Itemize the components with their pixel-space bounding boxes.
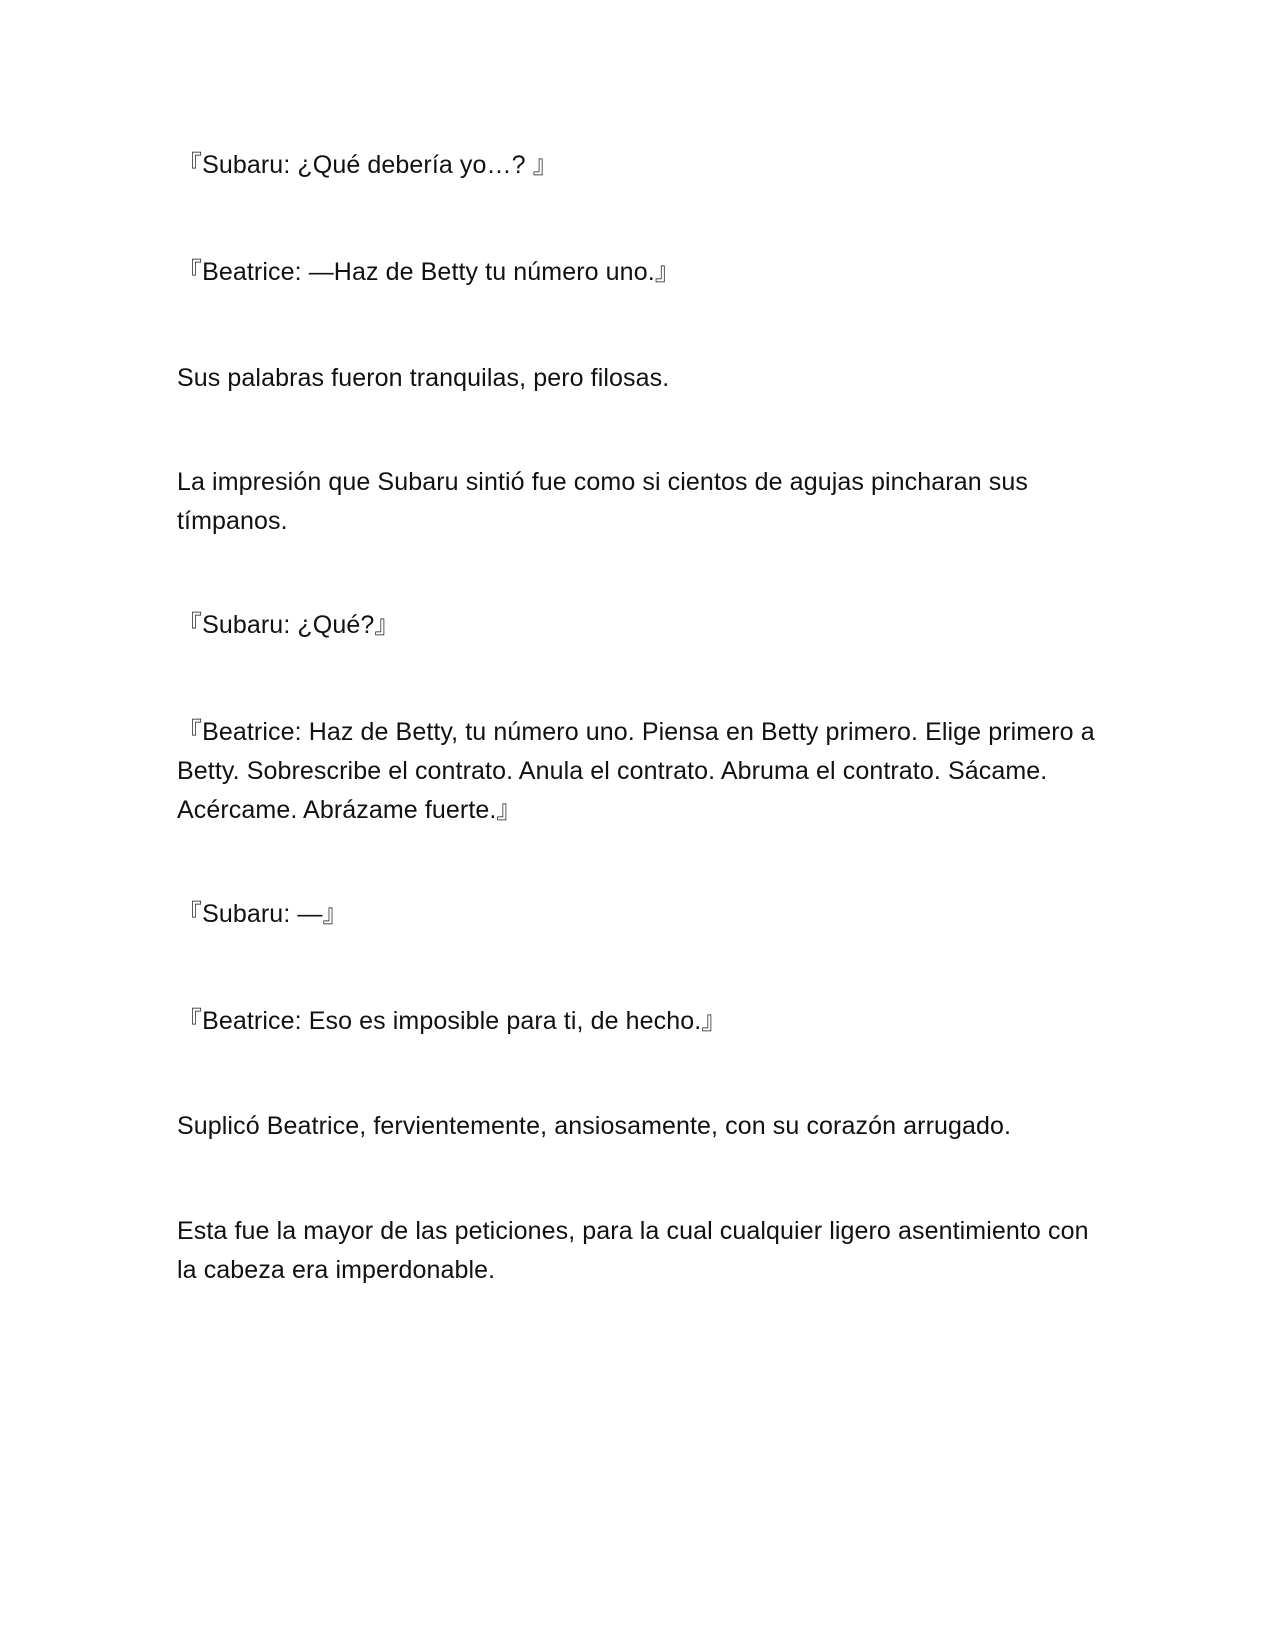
dialogue-line-beatrice: 『Beatrice: —Haz de Betty tu número uno.』 — [177, 258, 680, 286]
dialogue-line-subaru: 『Subaru: —』 — [177, 900, 348, 928]
dialogue-line-beatrice: 『Beatrice: Haz de Betty, tu número uno. Piensa en Betty primero. Elige primero a Betty. Sobrescribe el contrato. Anula el contrato. Abruma el contrato. Sácame. Acércame. Abrázame fuerte.』 — [177, 718, 1095, 824]
dialogue-line-beatrice: 『Beatrice: Eso es imposible para ti, de hecho.』 — [177, 1007, 727, 1035]
narration-paragraph: La impresión que Subaru sintió fue como si cientos de agujas pincharan sus tímpanos. — [177, 468, 1028, 535]
narration-paragraph: Sus palabras fueron tranquilas, pero filosas. — [177, 364, 670, 392]
dialogue-line-subaru: 『Subaru: ¿Qué debería yo…? 』 — [177, 151, 558, 179]
narration-paragraph: Esta fue la mayor de las peticiones, para la cual cualquier ligero asentimiento con la cabeza era imperdonable. — [177, 1217, 1089, 1284]
dialogue-line-subaru: 『Subaru: ¿Qué?』 — [177, 611, 400, 639]
narration-paragraph: Suplicó Beatrice, fervientemente, ansiosamente, con su corazón arrugado. — [177, 1112, 1012, 1140]
